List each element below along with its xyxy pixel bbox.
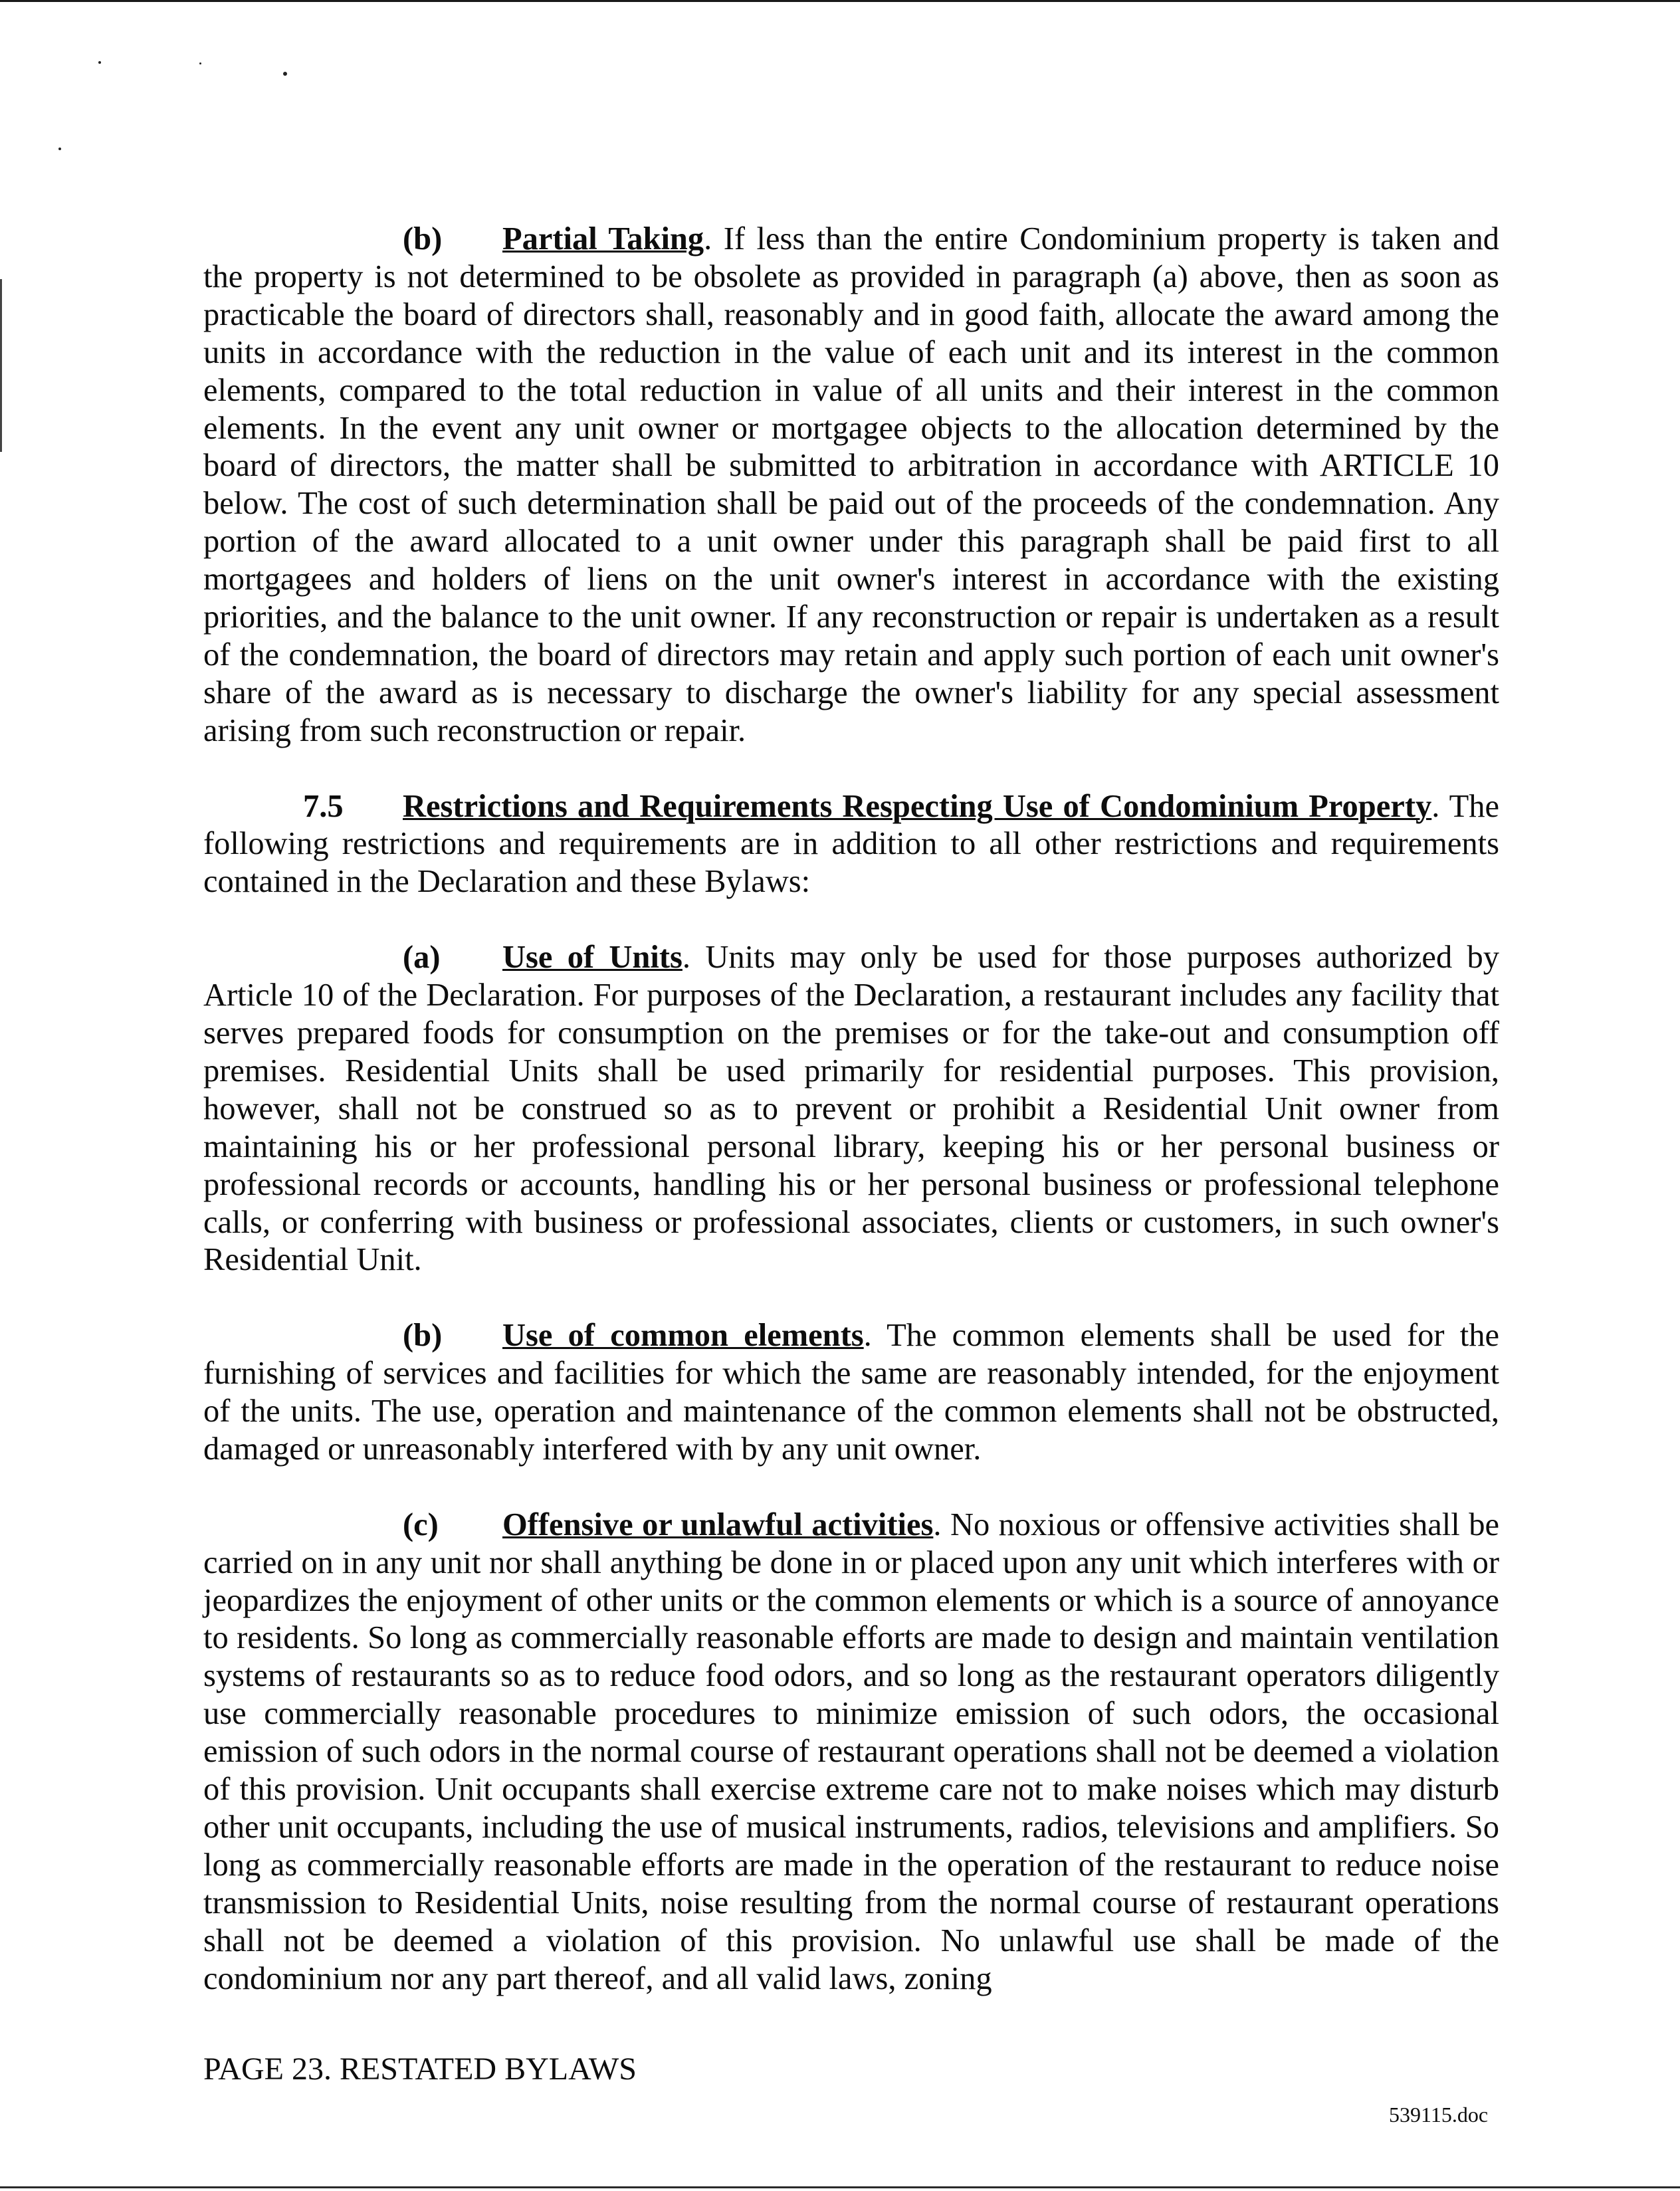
section-title: Restrictions and Requirements Respecting Use of Condominium Property xyxy=(403,788,1432,824)
document-id: 539115.doc xyxy=(1389,2103,1489,2127)
paragraph-title: Use of common elements xyxy=(502,1318,864,1354)
scan-top-edge xyxy=(0,0,1680,2)
paragraph-title: Use of Units xyxy=(502,940,682,976)
paragraph-label: (a) xyxy=(403,940,441,976)
scan-speck xyxy=(58,148,61,150)
paragraph-label: (c) xyxy=(403,1507,439,1542)
section-7-5 xyxy=(203,788,1499,902)
scan-speck xyxy=(98,61,101,64)
paragraph-text: . If less than the entire Condominium property is taken and the property is not determined to be obsolete as provided in paragraph (a) above, then as soon as practicable the board of directors shall, reasonably and in good faith, allocate the award among the units in accordance with the reduction in the value of each unit and its interest in the common elements, compared to the total reduction in value of all units and their interest in the common elements. In the event any unit owner or mortgagee objects to the allocation determined by the board of directors, the matter shall be submitted to arbitration in accordance with ARTICLE 10 below. The cost of such determination shall be paid out of the proceeds of the condemnation. Any portion of the award allocated to a unit owner under this paragraph shall be paid first to all mortgagees and holders of liens on the unit owner's interest in accordance with the existing priorities, and the balance to the unit owner. If any reconstruction or repair is undertaken as a result of the condemnation, the board of directors may retain and apply such portion of each unit owner's share of the award as is necessary to discharge the owner's liability for any special assessment arising from such reconstruction or repair. xyxy=(203,221,1499,748)
document-body xyxy=(203,221,1499,1998)
paragraph-title: Partial Taking xyxy=(502,221,704,257)
paragraph-label: (b) xyxy=(403,1318,443,1354)
paragraph-text: . No noxious or offensive activities shall be carried on in any unit nor shall anything be done in or placed upon any unit which interferes with or jeopardizes the enjoyment of other units or the common elements or which is a source of annoyance to residents. So long as commercially reasonable efforts are made to design and maintain ventilation systems of restaurants so as to reduce food odors, and so long as the restaurant operators diligently use commercially reasonable procedures to minimize emission of such odors, the occasional emission of such odors in the normal course of restaurant operations shall not be deemed a violation of this provision. Unit occupants shall exercise extreme care not to make noises which may disturb other unit occupants, including the use of musical instruments, radios, televisions and amplifiers. So long as commercially reasonable efforts are made in the operation of the restaurant to reduce noise transmission to Residential Units, noise resulting from the normal course of restaurant operations shall not be deemed a violation of this provision. No unlawful use shall be made of the condominium nor any part thereof, and all valid laws, zoning xyxy=(203,1507,1499,1996)
scan-left-edge xyxy=(0,279,2,452)
scan-speck xyxy=(199,62,201,64)
page-footer: PAGE 23. RESTATED BYLAWS xyxy=(203,2051,637,2087)
paragraph-use-of-common-elements xyxy=(203,1317,1499,1469)
paragraph-text: . The common elements shall be used for the furnishing of services and facilities for which the same are reasonably intended, for the enjoyment of the units. The use, operation and maintenance of the common elements shall not be obstructed, damaged or unreasonably interfered with by any unit owner. xyxy=(203,1318,1499,1467)
section-number: 7.5 xyxy=(303,788,344,824)
paragraph-text: . Units may only be used for those purposes authorized by Article 10 of the Declaration. For purposes of the Declaration, a restaurant includes any facility that serves prepared foods for consumption on the premises or for the take-out and consumption off premises. Residential Units shall be used primarily for residential purposes. This provision, however, shall not be construed so as to prevent or prohibit a Residential Unit owner from maintaining his or her professional personal library, keeping his or her personal business or professional records or accounts, handling his or her personal business or professional telephone calls, or conferring with business or professional associates, clients or customers, in such owner's Residential Unit. xyxy=(203,940,1500,1278)
scan-speck xyxy=(283,72,287,76)
paragraph-offensive-activities xyxy=(203,1507,1499,1998)
paragraph-title: Offensive or unlawful activities xyxy=(502,1507,934,1542)
section-text: . The following restrictions and requirements are in addition to all other restrictions and requirements contained in the Declaration and these Bylaws: xyxy=(203,788,1499,900)
paragraph-use-of-units xyxy=(203,939,1499,1279)
paragraph-partial-taking xyxy=(203,221,1499,750)
scan-bottom-edge xyxy=(0,2186,1680,2188)
paragraph-label: (b) xyxy=(403,221,443,257)
